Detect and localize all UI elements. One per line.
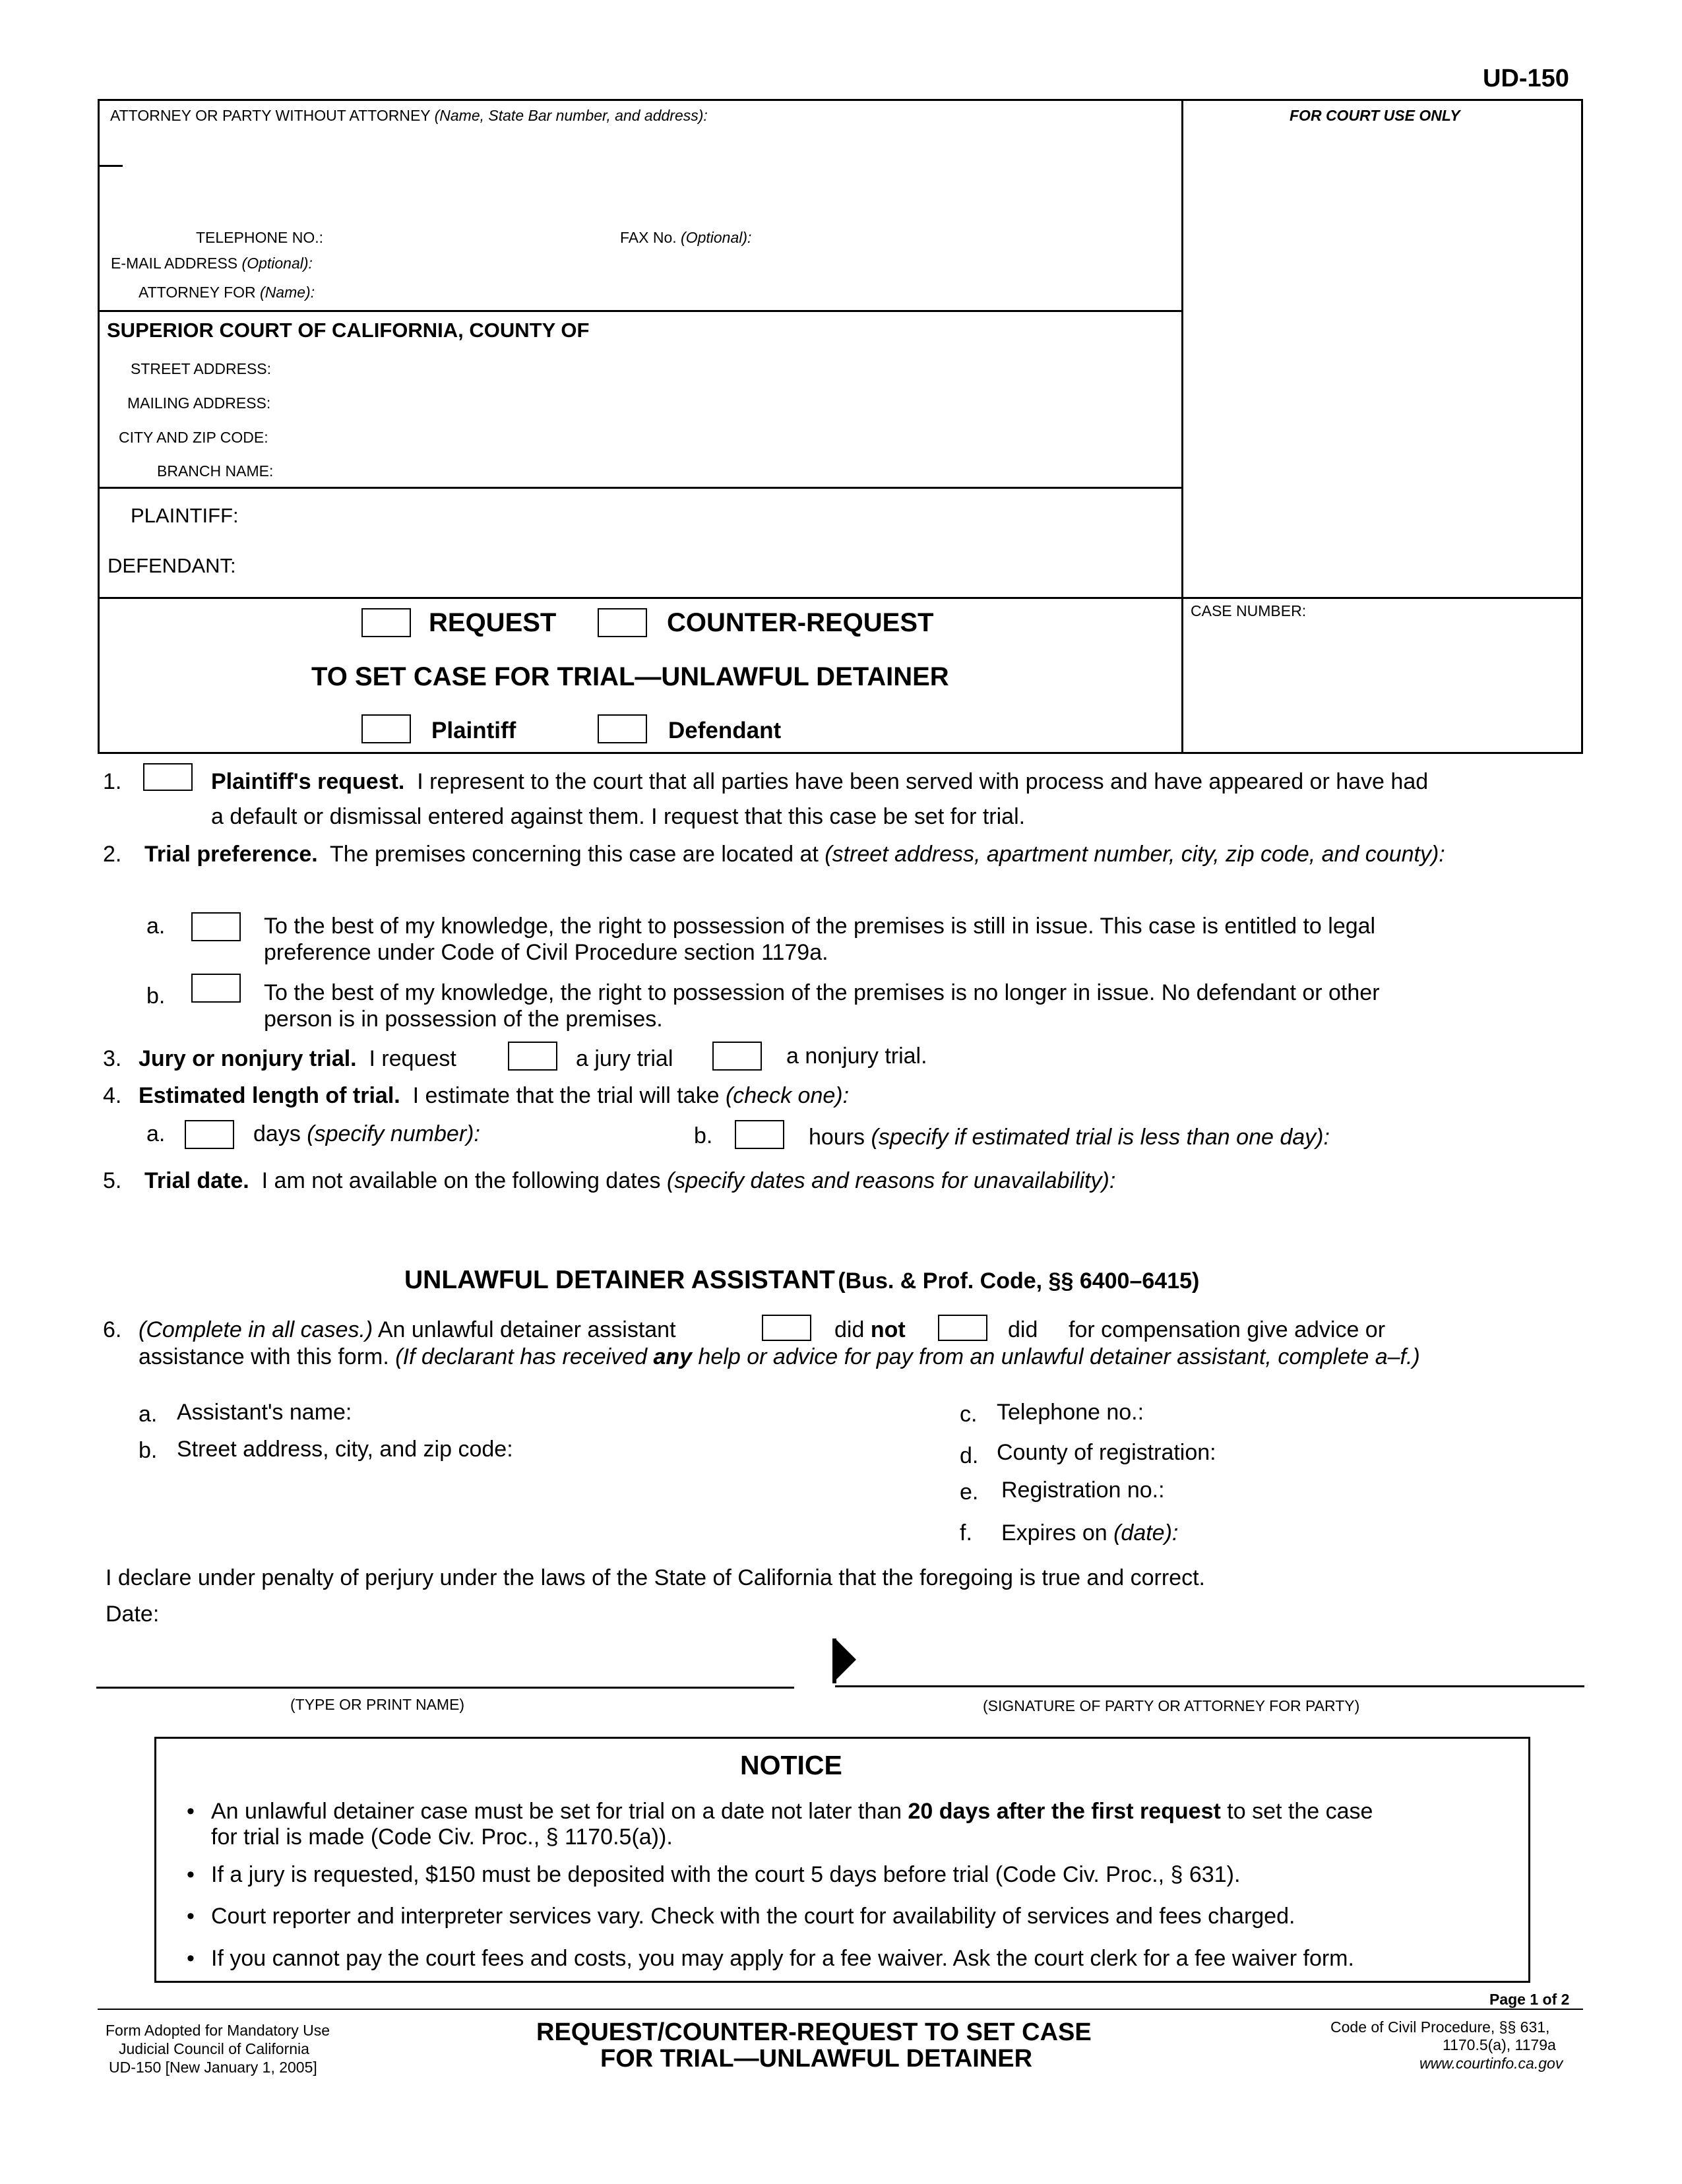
name-caption: (TYPE OR PRINT NAME)	[290, 1696, 465, 1713]
case-number-label: CASE NUMBER:	[1191, 602, 1307, 619]
not-text: not	[870, 1317, 906, 1342]
jury-trial-label: a jury trial	[576, 1046, 673, 1071]
item-6-note: (Complete in all cases.)	[139, 1317, 373, 1342]
notice-item-1	[211, 1799, 1373, 1825]
item-5-number: 5.	[103, 1168, 122, 1193]
assistant-phone-letter: c.	[960, 1402, 978, 1427]
hours-checkbox[interactable]	[735, 1120, 784, 1149]
footer-code-2: 1170.5(a), 1179a	[1443, 2036, 1556, 2053]
registration-no-label: Registration no.:	[1001, 1478, 1165, 1503]
assistant-phone-label: Telephone no.:	[997, 1400, 1144, 1425]
item-4-text	[139, 1083, 849, 1109]
did-checkbox[interactable]	[938, 1315, 987, 1341]
jury-trial-checkbox[interactable]	[508, 1042, 557, 1071]
email-text: E-MAIL ADDRESS	[111, 255, 238, 272]
notice-bullet-1: •	[187, 1799, 195, 1824]
item-5-text	[144, 1168, 1115, 1194]
signature-arrow-icon	[832, 1638, 856, 1683]
hours-note: (specify if estimated trial is less than one day):	[871, 1125, 1330, 1150]
declaration-text: I declare under penalty of perjury under the laws of the State of California that the foregoing is true and correct.	[106, 1565, 1205, 1590]
attorney-label-note: (Name, State Bar number, and address):	[434, 107, 708, 124]
footer-council: Judicial Council of California	[119, 2040, 309, 2057]
fax-label	[620, 229, 751, 247]
item-1-text-line2: a default or dismissal entered against them. I request that this case be set for trial.	[211, 804, 1026, 829]
item-6-paren-a: (If declarant has received	[395, 1344, 648, 1369]
did-not-label	[834, 1317, 906, 1343]
hours-label	[809, 1125, 1330, 1150]
item-2a-letter: a.	[146, 914, 166, 939]
item-1-text	[211, 769, 1428, 795]
plaintiff-option-checkbox[interactable]	[361, 714, 411, 743]
caption-divider-3	[98, 597, 1583, 599]
attorney-for-label	[139, 284, 315, 301]
page-number: Page 1 of 2	[1489, 1991, 1570, 2008]
assistant-address-label: Street address, city, and zip code:	[177, 1437, 513, 1462]
item-3-heading: Jury or nonjury trial.	[139, 1046, 357, 1071]
item-1-checkbox[interactable]	[143, 763, 193, 791]
item-3-number: 3.	[103, 1046, 122, 1071]
nonjury-trial-label: a nonjury trial.	[786, 1044, 927, 1069]
court-use-label: FOR COURT USE ONLY	[1290, 107, 1460, 124]
did-not-checkbox[interactable]	[762, 1315, 811, 1341]
caption-box	[98, 99, 1583, 754]
notice-item-4: If you cannot pay the court fees and costs, you may apply for a fee waiver. Ask the court clerk for a fee waiver form.	[211, 1946, 1354, 1971]
item-5-heading: Trial date.	[144, 1168, 249, 1193]
footer-title-line1: REQUEST/COUNTER-REQUEST TO SET CASE	[536, 2018, 1092, 2046]
city-zip-label: CITY AND ZIP CODE:	[119, 429, 268, 446]
footer-code-1: Code of Civil Procedure, §§ 631,	[1330, 2018, 1550, 2036]
item-6-number: 6.	[103, 1317, 122, 1342]
branch-name-label: BRANCH NAME:	[157, 462, 274, 480]
request-checkbox[interactable]	[361, 608, 411, 637]
notice-bullet-4: •	[187, 1946, 195, 1971]
notice-item-1-pre: An unlawful detainer case must be set for trial on a date not later than	[211, 1799, 902, 1824]
caption-divider-2	[98, 487, 1183, 489]
days-label	[253, 1121, 480, 1147]
form-title: TO SET CASE FOR TRIAL—UNLAWFUL DETAINER	[311, 662, 949, 691]
attorney-tick	[99, 165, 123, 167]
signature-line	[835, 1685, 1584, 1687]
item-2-text	[144, 842, 1445, 867]
expires-label	[1001, 1520, 1178, 1546]
did-label: did	[1008, 1317, 1038, 1342]
form-id: UD-150	[1483, 65, 1569, 92]
telephone-label: TELEPHONE NO.:	[196, 229, 323, 246]
defendant-option-label: Defendant	[668, 718, 782, 743]
expires-note: (date):	[1113, 1520, 1179, 1545]
notice-item-2: If a jury is requested, $150 must be deposited with the court 5 days before trial (Code Civ. Proc., § 631).	[211, 1862, 1241, 1887]
attorney-for-text: ATTORNEY FOR	[139, 284, 256, 301]
item-1-body: I represent to the court that all parties have been served with process and have appeared or have had	[417, 769, 1429, 794]
assistant-name-letter: a.	[139, 1402, 158, 1427]
request-label: REQUEST	[429, 608, 557, 637]
item-2a-checkbox[interactable]	[191, 912, 241, 941]
assistant-address-letter: b.	[139, 1438, 158, 1463]
days-checkbox[interactable]	[185, 1120, 234, 1149]
item-4a-letter: a.	[146, 1121, 166, 1146]
item-2b-checkbox[interactable]	[191, 974, 241, 1003]
signature-caption: (SIGNATURE OF PARTY OR ATTORNEY FOR PARTY)	[983, 1697, 1360, 1714]
days-text: days	[253, 1121, 301, 1146]
notice-bullet-2: •	[187, 1862, 195, 1887]
item-3-body: I request	[369, 1046, 456, 1071]
email-label	[111, 255, 313, 272]
counter-request-label: COUNTER-REQUEST	[667, 608, 934, 637]
fax-note: (Optional):	[681, 229, 752, 246]
expires-letter: f.	[960, 1520, 972, 1545]
item-6-line2-text: assistance with this form.	[139, 1344, 389, 1369]
plaintiff-label: PLAINTIFF:	[131, 504, 239, 527]
item-6-body: An unlawful detainer assistant	[377, 1317, 676, 1342]
item-2b-letter: b.	[146, 983, 166, 1009]
notice-title: NOTICE	[740, 1750, 842, 1780]
court-title: SUPERIOR COURT OF CALIFORNIA, COUNTY OF	[107, 319, 590, 342]
notice-item-1-line2: for trial is made (Code Civ. Proc., § 1170.5(a)).	[211, 1825, 673, 1850]
caption-divider-1	[98, 310, 1183, 312]
footer-adopted: Form Adopted for Mandatory Use	[106, 2022, 330, 2039]
item-2-heading: Trial preference.	[144, 842, 318, 867]
email-note: (Optional):	[241, 255, 313, 272]
item-2-note: (street address, apartment number, city, zip code, and county):	[825, 842, 1445, 867]
defendant-option-checkbox[interactable]	[598, 714, 647, 743]
item-3-text	[139, 1046, 456, 1072]
registration-no-letter: e.	[960, 1480, 979, 1505]
uda-heading	[404, 1266, 1199, 1295]
street-address-label: STREET ADDRESS:	[131, 360, 272, 377]
item-6-paren-b: help or advice for pay from an unlawful detainer assistant, complete a–f.)	[698, 1344, 1420, 1369]
item-1-number: 1.	[103, 769, 122, 794]
item-6-line2	[139, 1344, 1420, 1370]
caption-vertical-divider	[1181, 99, 1183, 754]
item-5-body: I am not available on the following dates	[261, 1168, 661, 1193]
uda-heading-text: UNLAWFUL DETAINER ASSISTANT	[404, 1266, 835, 1294]
item-2b-text: To the best of my knowledge, the right to possession of the premises is no longer in issue. No defendant or other	[264, 980, 1380, 1005]
item-2b-text-line2: person is in possession of the premises.	[264, 1007, 663, 1032]
date-label: Date:	[106, 1602, 160, 1627]
notice-item-1-bold: 20 days after the first request	[908, 1799, 1221, 1824]
footer-title-line2: FOR TRIAL—UNLAWFUL DETAINER	[600, 2045, 1033, 2073]
hours-text: hours	[809, 1125, 865, 1150]
counter-request-checkbox[interactable]	[598, 608, 647, 637]
county-registration-label: County of registration:	[997, 1440, 1216, 1465]
plaintiff-option-label: Plaintiff	[431, 718, 516, 743]
notice-item-1-post: to set the case	[1227, 1799, 1373, 1824]
fax-text: FAX No.	[620, 229, 677, 246]
item-4-body: I estimate that the trial will take	[412, 1083, 720, 1108]
did-text: did	[834, 1317, 865, 1342]
nonjury-trial-checkbox[interactable]	[712, 1042, 762, 1071]
item-6-any: any	[653, 1344, 693, 1369]
footer-url[interactable]: www.courtinfo.ca.gov	[1419, 2055, 1563, 2072]
item-4-heading: Estimated length of trial.	[139, 1083, 400, 1108]
item-2-body: The premises concerning this case are located at	[329, 842, 819, 867]
item-6-text	[139, 1317, 676, 1343]
item-4-note: (check one):	[725, 1083, 850, 1108]
item-1-heading: Plaintiff's request.	[211, 769, 405, 794]
assistant-name-label: Assistant's name:	[177, 1400, 352, 1425]
item-4b-letter: b.	[694, 1123, 713, 1148]
uda-heading-cite: (Bus. & Prof. Code, §§ 6400–6415)	[838, 1268, 1200, 1294]
item-4-number: 4.	[103, 1083, 122, 1108]
footer-revision: UD-150 [New January 1, 2005]	[109, 2059, 317, 2076]
footer-rule	[98, 2009, 1583, 2010]
name-line	[96, 1687, 794, 1689]
expires-text: Expires on	[1001, 1520, 1107, 1545]
notice-bullet-3: •	[187, 1904, 195, 1929]
item-2a-text: To the best of my knowledge, the right to possession of the premises is still in issue. This case is entitled to legal	[264, 914, 1376, 939]
item-6-tail: for compensation give advice or	[1069, 1317, 1386, 1342]
defendant-label: DEFENDANT:	[108, 554, 236, 577]
days-note: (specify number):	[307, 1121, 480, 1146]
item-2-number: 2.	[103, 842, 122, 867]
attorney-label: ATTORNEY OR PARTY WITHOUT ATTORNEY	[110, 107, 431, 124]
notice-item-3: Court reporter and interpreter services vary. Check with the court for availability of services and fees charged.	[211, 1904, 1295, 1929]
attorney-header	[110, 107, 708, 125]
item-5-note: (specify dates and reasons for unavailability):	[666, 1168, 1116, 1193]
item-2a-text-line2: preference under Code of Civil Procedure section 1179a.	[264, 940, 828, 965]
county-registration-letter: d.	[960, 1443, 979, 1468]
mailing-address-label: MAILING ADDRESS:	[127, 394, 271, 412]
attorney-for-note: (Name):	[260, 284, 315, 301]
